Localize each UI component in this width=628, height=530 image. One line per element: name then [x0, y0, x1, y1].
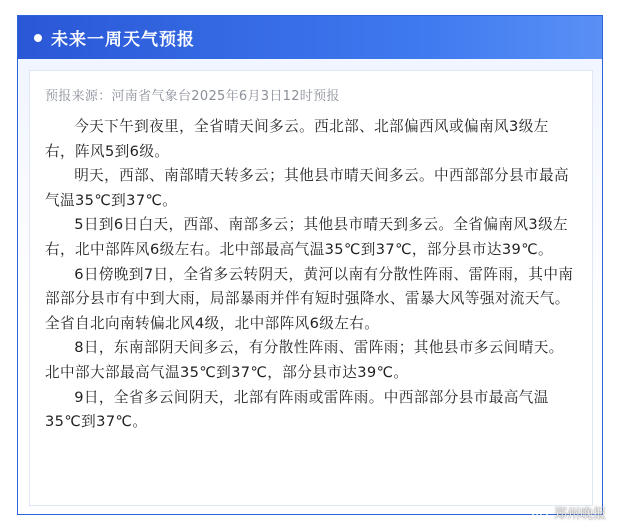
forecast-source: 预报来源：河南省气象台2025年6月3日12时预报	[45, 89, 340, 104]
forecast-paragraph: 9日，全省多云间阴天，北部有阵雨或雷阵雨。中西部部分县市最高气温35℃到37℃。	[45, 388, 549, 431]
weibo-icon	[532, 506, 550, 520]
forecast-body	[29, 70, 593, 506]
bullet-dot-icon	[34, 34, 42, 42]
forecast-paragraph: 今天下午到夜里，全省晴天间多云。西北部、北部偏西风或偏南风3级左右，阵风5到6级。	[45, 118, 549, 160]
forecast-paragraph: 6日傍晚到7日，全省多云转阴天，黄河以南有分散性阵雨、雷阵雨，其中南部部分县市有中到大雨，局部暴雨并伴有短时强降水、雷暴大风等强对流天气。全省自北向南转偏北风4级，北中部阵风6级左右。	[45, 265, 574, 332]
forecast-card	[17, 15, 603, 515]
forecast-paragraph: 明天，西部、南部晴天转多云；其他县市晴天间多云。中西部部分县市最高气温35℃到37℃。	[45, 167, 569, 209]
card-title: 未来一周天气预报	[51, 30, 195, 50]
forecast-paragraph: 8日，东南部阴天间多云，有分散性阵雨、雷阵雨；其他县市多云间晴天。北中部大部最高气温35℃到37℃，部分县市达39℃。	[45, 339, 564, 381]
card-header	[18, 16, 602, 59]
watermark-text: 郑州晚报	[553, 507, 606, 522]
watermark	[532, 503, 606, 522]
forecast-content	[45, 115, 575, 435]
forecast-paragraph: 5日到6日白天，西部、南部多云；其他县市晴天到多云。全省偏南风3级左右，北中部阵风6级左右。北中部最高气温35℃到37℃，部分县市达39℃。	[45, 216, 569, 258]
